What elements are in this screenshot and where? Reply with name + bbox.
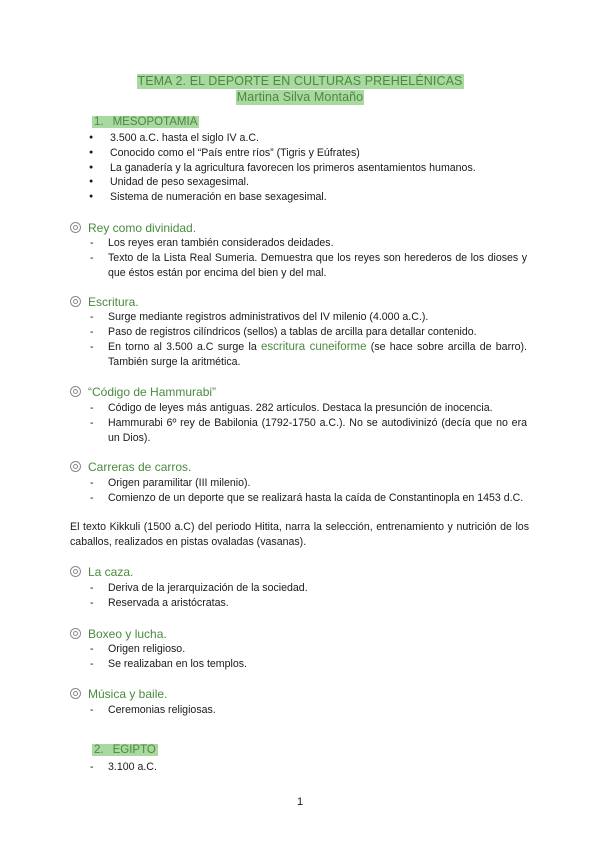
caza-list <box>86 581 527 611</box>
hammurabi-list <box>86 401 527 446</box>
list-item: - Se realizaban en los templos. <box>86 657 527 672</box>
list-item: - Deriva de la jerarquización de la sociedad. <box>86 581 527 596</box>
list-item: - 3.100 a.C. <box>86 760 527 775</box>
circle-bullet-icon <box>70 386 81 397</box>
list-item: ● La ganadería y la agricultura favorecen los primeros asentamientos humanos. <box>86 161 526 176</box>
list-item: - Texto de la Lista Real Sumeria. Demuestra que los reyes son herederos de los dioses y que éstos están por encima del bien y del mal. <box>86 251 527 281</box>
list-item: - Paso de registros cilíndricos (sellos) a tablas de arcilla para detallar contenido. <box>86 325 527 340</box>
highlight-term: escritura cuneiforme <box>261 341 367 353</box>
subheading-caza: La caza. <box>70 565 133 579</box>
kikkuli-paragraph: El texto Kikkuli (1500 a.C) del periodo Hitita, narra la selección, entrenamiento y nutrición de los caballos, realizados en pistas ovaladas (vasanas). <box>70 521 529 548</box>
section-heading-mesopotamia: 1. MESOPOTAMIA <box>94 116 198 128</box>
title-block <box>0 72 600 104</box>
circle-bullet-icon <box>70 688 81 699</box>
boxeo-list <box>86 642 527 672</box>
circle-bullet-icon <box>70 296 81 307</box>
list-item: - Reservada a aristócratas. <box>86 596 527 611</box>
list-item: ● 3.500 a.C. hasta el siglo IV a.C. <box>86 131 526 146</box>
page-number: 1 <box>296 796 304 808</box>
list-item: ● Unidad de peso sexagesimal. <box>86 175 526 190</box>
document-title: TEMA 2. EL DEPORTE EN CULTURAS PREHELÉNICAS <box>137 74 463 88</box>
list-item: - Código de leyes más antiguas. 282 artículos. Destaca la presunción de inocencia. <box>86 401 527 416</box>
subheading-boxeo: Boxeo y lucha. <box>70 627 167 641</box>
subheading-carreras: Carreras de carros. <box>70 460 191 474</box>
subheading-escritura: Escritura. <box>70 295 139 309</box>
section-heading-egipto: 2. EGIPTO <box>94 744 156 756</box>
circle-bullet-icon <box>70 461 81 472</box>
list-item: - Origen religioso. <box>86 642 527 657</box>
list-item: - Ceremonias religiosas. <box>86 703 527 718</box>
list-item: - Comienzo de un deporte que se realizará hasta la caída de Constantinopla en 1453 d.C. <box>86 491 527 506</box>
circle-bullet-icon <box>70 566 81 577</box>
author-name: Martina Silva Montaño <box>236 90 364 104</box>
musica-list <box>86 703 527 718</box>
list-item: - En torno al 3.500 a.C surge la escritura cuneiforme (se hace sobre arcilla de barro). También surge la aritmética. <box>86 340 527 370</box>
mesopotamia-list <box>86 131 526 205</box>
subheading-musica: Música y baile. <box>70 687 167 701</box>
circle-bullet-icon <box>70 628 81 639</box>
list-item: - Origen paramilitar (III milenio). <box>86 476 527 491</box>
list-item: - Surge mediante registros administrativos del IV milenio (4.000 a.C.). <box>86 310 527 325</box>
egipto-list <box>86 760 527 775</box>
carreras-list <box>86 476 527 506</box>
escritura-list <box>86 310 527 370</box>
list-item: - Los reyes eran también considerados deidades. <box>86 236 527 251</box>
list-item: ● Conocido como el “País entre ríos” (Tigris y Eúfrates) <box>86 146 526 161</box>
rey-list <box>86 236 527 281</box>
subheading-rey: Rey como divinidad. <box>70 221 196 235</box>
subheading-hammurabi: “Código de Hammurabi” <box>70 385 216 399</box>
list-item: - Hammurabi 6º rey de Babilonia (1792-1750 a.C.). No se autodivinizó (decía que no era un Dios). <box>86 416 527 446</box>
list-item: ● Sistema de numeración en base sexagesimal. <box>86 190 526 205</box>
circle-bullet-icon <box>70 222 81 233</box>
